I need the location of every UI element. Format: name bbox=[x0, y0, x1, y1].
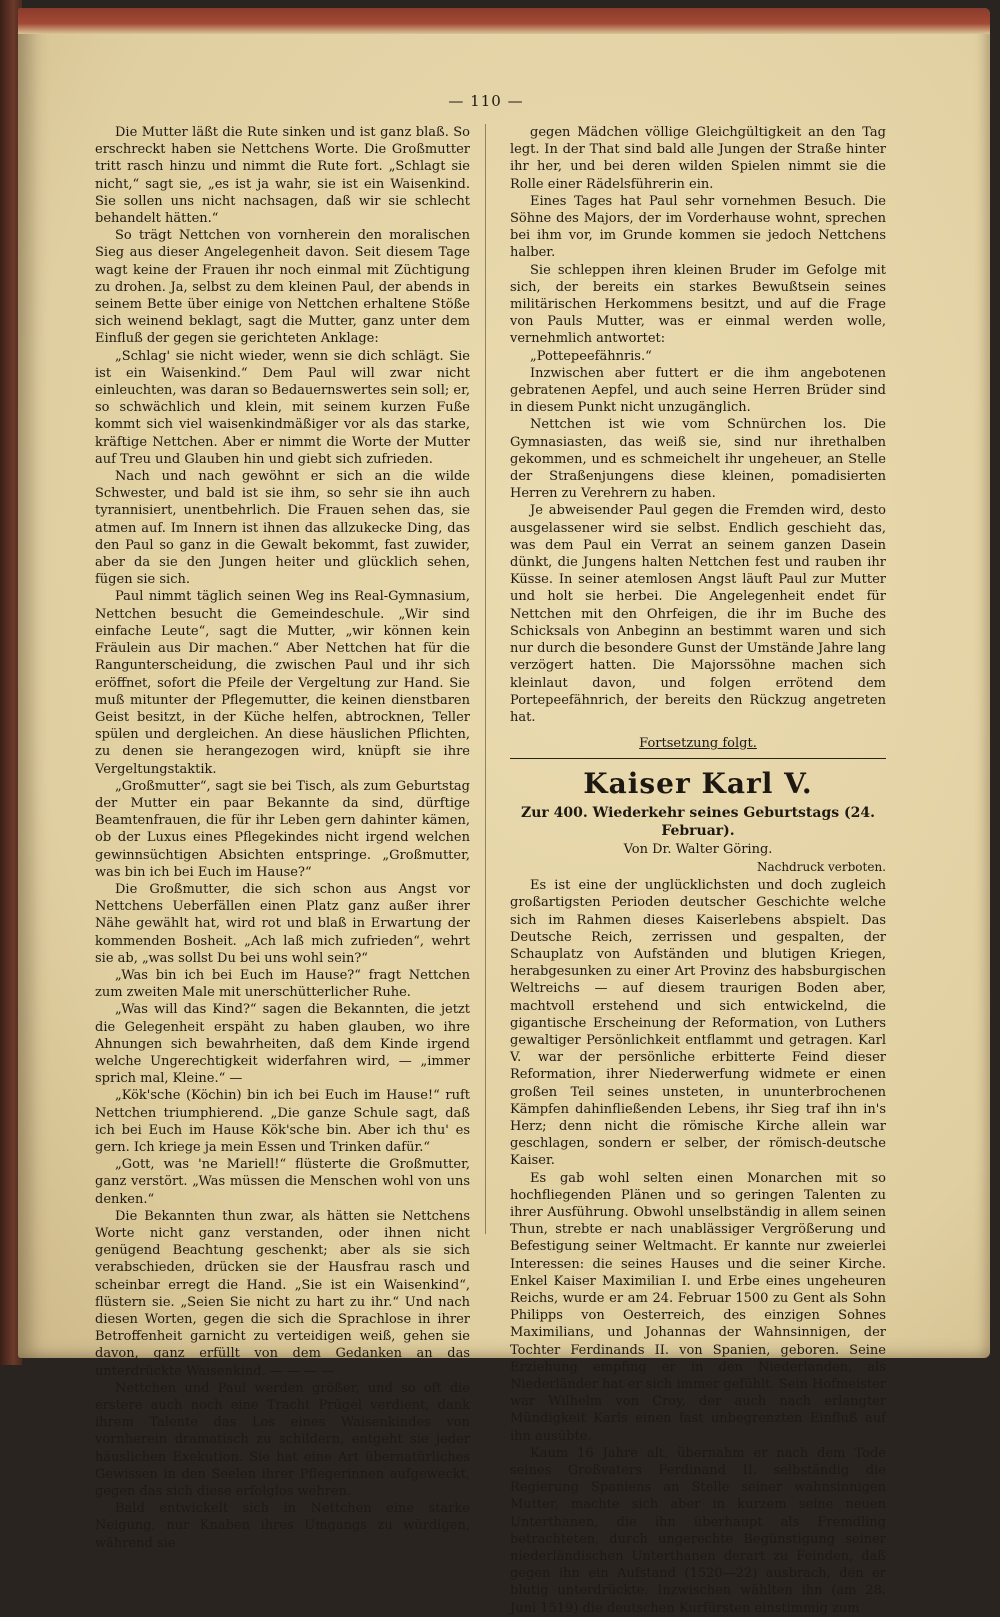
paragraph: gegen Mädchen völlige Gleichgültigkeit an den Tag legt. In der That sind bald alle Jungen der Straße hinter ihr her, und bei deren wilden Spielen nimmt sie die Rolle einer Rädelsführerin ein. bbox=[510, 125, 886, 192]
paragraph: Die Bekannten thun zwar, als hätten sie Nettchens Worte nicht ganz verstanden, oder ihnen nicht genügend Beachtung geschenkt; aber als sie sich verabschieden, drücken sie der Hausfrau rasch und scheinbar erregt die Hand. „Sie ist ein Waisenkind“, flüstern sie. „Seien Sie nicht zu hart zu ihr.“ Und nach diesen Worten, gegen die sich die Sprachlose in ihrer Betroffenheit garnicht zu verteidigen weiß, gehen sie davon, ganz erfüllt von dem Gedanken an das unterdrückte Waisenkind. — — — — bbox=[95, 1208, 470, 1379]
left-column bbox=[95, 124, 470, 1552]
article-title: Kaiser Karl V. bbox=[583, 767, 813, 801]
paragraph: Eines Tages hat Paul sehr vornehmen Besuch. Die Söhne des Majors, der im Vorderhause wohnt, sprechen bei ihm vor, im Grunde kommen sie jedoch Nettchens halber. bbox=[510, 193, 886, 261]
paragraph: Bald entwickelt sich in Nettchen eine starke Neigung, nur Knaben ihres Umgangs zu würdigen, während sie bbox=[95, 1501, 470, 1551]
article-paragraph: Kaum 16 Jahre alt, übernahm er nach dem Tode seines Großvaters Ferdinand II. selbständig die Regierung Spaniens an Stelle seiner wahnsinnigen Mutter, machte sich aber in kurzem seine neuen Unterthanen, die ihn überhaupt als Fremdling betrachteten, durch ungerechte Begünstigung seiner niederländischen Unterthanen derart zu Feinden, daß gegen ihn ein Aufstand (1520—22) ausbrach, den er blutig unterdrückte. Inzwischen wählten ihn (am 28. Juni 1519) die deutschen Kurfürsten einstimmig zum bbox=[510, 1445, 886, 1616]
paragraph: Nettchen ist wie vom Schnürchen los. Die Gymnasiasten, das weiß sie, sind nur ihrethalben gekommen, und es schmeichelt ihr ungeheuer, an Stelle der Straßenjungens diese kleinen, pomadisierten Herren zu Verehrern zu haben. bbox=[510, 417, 886, 502]
continued-note: Fortsetzung folgt. bbox=[639, 736, 757, 752]
paragraph: Nettchen und Paul werden größer, und so oft die erstere auch noch eine Tracht Prügel verdient, dank ihrem Talente das Los eines Waisenkindes von vornherein dramatisch zu schildern, entgeht sie jeder häuslichen Exekution. Sie hat eine Art übernatürliches Gewissen in den Seelen ihrer Pflegerinnen aufgeweckt, gegen das sich diese erfolglos wehren. bbox=[95, 1380, 470, 1500]
article-paragraph: Es gab wohl selten einen Monarchen mit so hochfliegenden Plänen und so geringen Talenten zu ihrer Ausführung. Obwohl unselbständig in allem seinen Thun, strebte er nach unablässiger Vergrößerung und Befestigung seiner Weltmacht. Er kannte nur zweierlei Interessen: die seines Hauses und die seiner Kirche. Enkel Kaiser Maximilian I. und Erbe eines ungeheuren Reichs, wurde er am 24. Februar 1500 zu Gent als Sohn Philipps von Oesterreich, des einzigen Sohnes Maximilians, und Johannas der Wahnsinnigen, der Tochter Ferdinands II. von Spanien, geboren. Seine Erziehung empfing er in den Niederlanden, als Niederländer hat er sich immer gefühlt. Sein Hofmeister war Wilhelm von Croy, der auch nach erlangter Mündigkeit Karls einen fast unbegrenzten Einfluß auf ihn ausübte. bbox=[510, 1170, 886, 1444]
paragraph: So trägt Nettchen von vornherein den moralischen Sieg aus dieser Angelegenheit davon. Seit diesem Tage wagt keine der Frauen ihr noch einmal mit Züchtigung zu drohen. Ja, selbst zu dem kleinen Paul, der abends in seinem Bette über einige von Nettchen erhaltene Stöße sich weinend beklagt, sagt die Mutter, ganz unter dem Einfluß der gegen sie gerichteten Anklage: bbox=[95, 228, 470, 347]
paragraph: Nach und nach gewöhnt er sich an die wilde Schwester, und bald ist sie ihm, so sehr sie ihn auch tyrannisiert, unentbehrlich. Die Frauen sehen das, sie atmen auf. Im Innern ist ihnen das allzukecke Ding, das den Paul so ganz in die Gewalt bekommt, fast zuwider, aber da sie den Jungen heiter und glücklich sehen, fügen sie sich. bbox=[95, 469, 470, 588]
paragraph: Die Großmutter, die sich schon aus Angst vor Nettchens Ueberfällen einen Platz ganz außer ihrer Nähe gewählt hat, wird rot und blaß in Erwartung der kommenden Bosheit. „Ach laß mich zufrieden“, wehrt sie ab, „was sollst Du bei uns wohl sein?“ bbox=[95, 881, 470, 966]
paragraph: Paul nimmt täglich seinen Weg ins Real-Gymnasium, Nettchen besucht die Gemeindeschule. „Wir sind einfache Leute“, sagt die Mutter, „wir können kein Fräulein aus Dir machen.“ Aber Nettchen hat für die Rangunterscheidung, die zwischen Paul und ihr sich eröffnet, sofort die Pfeile der Vergeltung zur Hand. Sie muß mitunter der Pflegemutter, die keinen dienstbaren Geist besitzt, in der Küche helfen, abtrocknen, Teller spülen und dergleichen. An diese häuslichen Pflichten, zu denen sie herangezogen wird, knüpft sie ihre Vergeltungstaktik. bbox=[95, 589, 470, 777]
page-top-edge bbox=[18, 8, 990, 34]
paragraph: „Kök'sche (Köchin) bin ich bei Euch im Hause!“ ruft Nettchen triumphierend. „Die ganze Schule sagt, daß ich bei Euch im Hause Kök'sche bin. Aber ich thu' es gern. Ich kriege ja mein Essen und Trinken dafür.“ bbox=[95, 1088, 470, 1155]
paragraph: „Großmutter“, sagt sie bei Tisch, als zum Geburtstag der Mutter ein paar Bekannte da sind, dürftige Beamtenfrauen, die für ihr Leben gern dahinter kämen, ob der Luxus eines Pflegekindes nicht irgend welchen gewinnsüchtigen Absichten entspringe. „Großmutter, was bin ich bei Euch im Hause?“ bbox=[95, 778, 470, 880]
paragraph: „Schlag' sie nicht wieder, wenn sie dich schlägt. Sie ist ein Waisenkind.“ Dem Paul will zwar nicht einleuchten, was daran so Bedauernswertes sein soll; er, so schwächlich und klein, mit seinem kurzen Fuße kommt sich viel waisenkindmäßiger vor als das starke, kräftige Nettchen. Aber er nimmt die Worte der Mutter auf Treu und Glauben hin und giebt sich zufrieden. bbox=[95, 348, 470, 467]
paragraph: „Pottepeefähnris.“ bbox=[530, 348, 652, 364]
article-author: Von Dr. Walter Göring. bbox=[623, 841, 773, 857]
right-column bbox=[510, 124, 886, 1617]
column-divider bbox=[485, 124, 486, 1234]
paragraph: Inzwischen aber futtert er die ihm angebotenen gebratenen Aepfel, und auch seine Herren Brüder sind in diesem Punkt nicht unzugänglich. bbox=[510, 365, 886, 416]
paragraph: Je abweisender Paul gegen die Fremden wird, desto ausgelassener wird sie selbst. Endlich geschieht das, was dem Paul ein Verrat an seinem ganzen Dasein dünkt, die Jungens halten Nettchen fest und rauben ihr Küsse. In seiner atemlosen Angst läuft Paul zur Mutter und holt sie herbei. Die Angelegenheit endet für Nettchen mit den Ohrfeigen, die ihr im Buche des Schicksals von Anbeginn an bestimmt waren und sich nur durch die besondere Gunst der Umstände Jahre lang verzögert hatten. Die Majorssöhne machen sich kleinlaut davon, und folgen errötend dem Portepeefähnrich, der bereits den Rückzug angetreten hat. bbox=[510, 503, 886, 725]
paragraph: „Was bin ich bei Euch im Hause?“ fragt Nettchen zum zweiten Male mit unerschütterlicher Ruhe. bbox=[95, 967, 470, 1001]
page-number: — 110 — bbox=[448, 92, 524, 110]
article-subtitle: Zur 400. Wiederkehr seines Geburtstags (24. Februar). bbox=[521, 805, 875, 839]
section-rule bbox=[510, 758, 886, 759]
paragraph: Die Mutter läßt die Rute sinken und ist ganz blaß. So erschreckt haben sie Nettchens Worte. Die Großmutter tritt rasch hinzu und nimmt die Rute fort. „Schlagt sie nicht,“ sagt sie, „es ist ja wahr, sie ist ein Waisenkind. Sie sollen uns nicht nachsagen, daß wir sie schlecht behandelt hätten.“ bbox=[95, 125, 470, 227]
paragraph: Sie schleppen ihren kleinen Bruder im Gefolge mit sich, der bereits ein starkes Bewußtsein seines militärischen Herkommens besitzt, und auf die Frage von Pauls Mutter, was er einmal werden wolle, vernehmlich antwortet: bbox=[510, 262, 886, 347]
paragraph: „Gott, was 'ne Mariell!“ flüsterte die Großmutter, ganz verstört. „Was müssen die Menschen wohl von uns denken.“ bbox=[95, 1157, 470, 1207]
article-paragraph: Es ist eine der unglücklichsten und doch zugleich großartigsten Perioden deutscher Geschichte welche sich im Rahmen dieses Kaiserlebens abspielt. Das Deutsche Reich, zerrissen und gespalten, der Schauplatz von Aufständen und blutigen Kriegen, herabgesunken zu einer Art Provinz des habsburgischen Weltreichs — auf diesem traurigen Boden aber, machtvoll erstehend und sich entwickelnd, die gigantische Erscheinung der Reformation, von Luthers gewaltiger Persönlichkeit entflammt und getragen. Karl V. war der persönliche erbitterte Feind dieser Reformation, ihrer Niederwerfung widmete er einen großen Teil seines unsteten, in ununterbrochenen Kämpfen dahinfließenden Lebens, ihr Sieg traf ihn in's Herz; denn nicht die römische Kirche allein war geschlagen, sondern er selber, der römisch-deutsche Kaiser. bbox=[510, 878, 886, 1169]
paragraph: „Was will das Kind?“ sagen die Bekannten, die jetzt die Gelegenheit erspäht zu haben glauben, wo ihre Ahnungen sich bewahrheiten, daß dem Kinde irgend welche Ungerechtigkeit widerfahren wird, — „immer sprich mal, Kleine.“ — bbox=[95, 1002, 470, 1087]
reprint-note: Nachdruck verboten. bbox=[756, 859, 886, 874]
